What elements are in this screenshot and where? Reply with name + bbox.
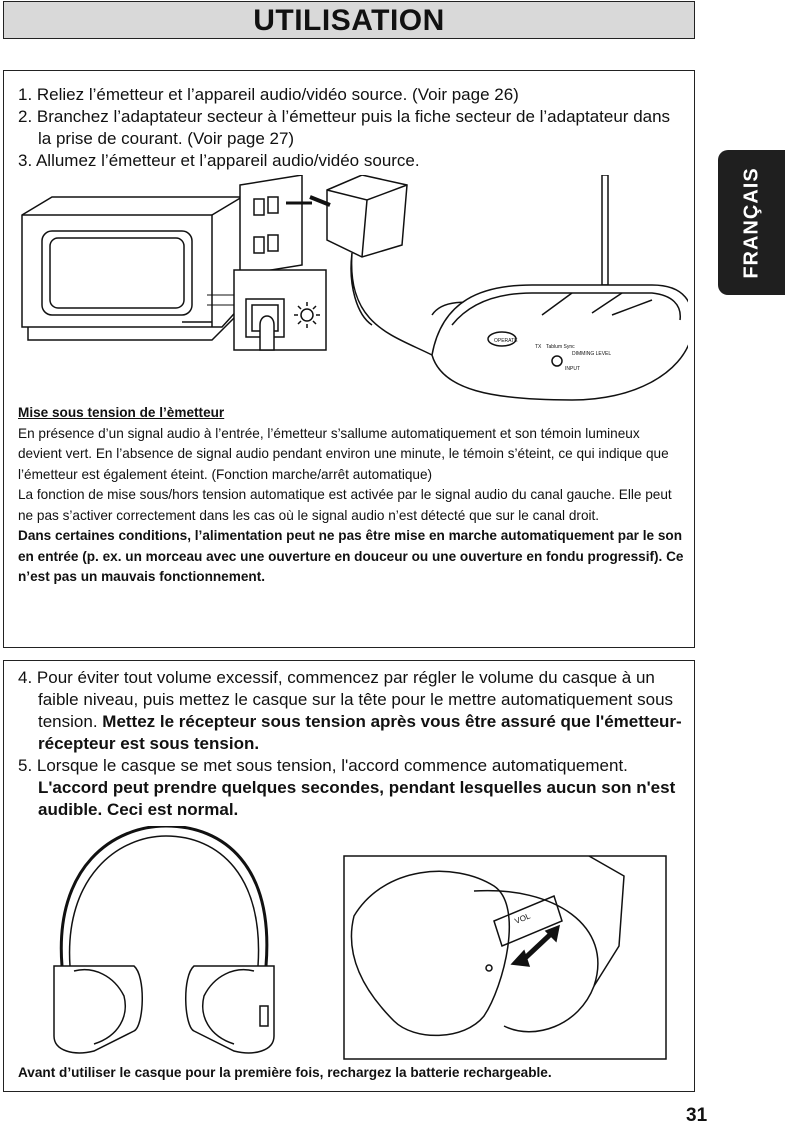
setup-steps [18,84,678,172]
input-label: INPUT [565,366,580,372]
language-tab [718,150,785,295]
page-number: 31 [686,1105,708,1126]
step-4-bold: Mettez le récepteur sous tension après vous être assuré que l'émetteur-récepteur est sous tension. [38,712,682,753]
transmitter-connection-illustration [12,175,688,405]
step-4-text: 4. Pour éviter tout volume excessif, commencez par régler le volume du casque à un faible niveau, puis mettez le casque sur la tête pour le mettre automatiquement sous tension. [18,668,674,731]
note-heading: Mise sous tension de l’èmetteur [18,405,225,420]
transmitter-drawing [432,175,688,400]
step-4 [18,667,690,755]
step-5-bold: L'accord peut prendre quelques secondes, pendant lesquelles aucun son n'est audible. Ceci est normal. [38,778,676,819]
headphone-illustration [34,826,674,1061]
headphones-drawing [54,826,274,1053]
note-paragraph-1: En présence d’un signal audio à l’entrée, l’émetteur s’sallume automatiquement et son témoin lumineux devient vert. En l’absence de signal audio pendant environ une minute, le témoin s’éteint, ce qui indique que l’émetteur est également éteint. (Fonction marche/arrêt automatique) [18,425,669,482]
note-warning: Dans certaines conditions, l’alimentation peut ne pas être mise en marche automatiquement par le son en entrée (p. ex. un morceau avec une ouverture en douceur ou une ouverture en fondu progressif). Ce n’est pas un mauvais fonctionnement. [18,528,684,584]
tx-label: TX [535,344,542,350]
step-3: 3. Allumez l’émetteur et l’appareil audio/vidéo source. [18,151,420,170]
note-paragraph-2: La fonction de mise sous/hors tension automatique est activée par le signal audio du canal gauche. Elle peut ne pas s’activer correctement dans les cas où le signal audio n’est détecté que sur le canal droit. [18,487,672,523]
step-2: 2. Branchez l’adaptateur secteur à l’émetteur puis la fiche secteur de l’adaptateur dans la prise de courant. (Voir page 27) [18,107,671,148]
headphone-steps [18,667,690,821]
language-tab-label: FRANÇAIS [740,166,762,279]
sync-label: Tablum Sync [546,344,575,350]
page-title: UTILISATION [3,1,695,39]
volume-closeup-inset [344,856,666,1059]
wall-outlet-drawing [240,175,312,275]
setup-section [3,70,695,648]
dimming-level-label: DIMMING LEVEL [572,351,612,357]
step-5 [18,755,690,821]
step-5-text: 5. Lorsque le casque se met sous tension, l'accord commence automatiquement. [18,756,628,775]
power-on-note [18,403,686,588]
charge-battery-note: Avant d’utiliser le casque pour la première fois, rechargez la batterie rechargeable. [18,1065,552,1080]
step-1: 1. Reliez l’émetteur et l’appareil audio/vidéo source. (Voir page 26) [18,85,519,104]
operate-label: OPERATE [494,338,518,344]
headphone-section [3,660,695,1092]
vol-label: VOL [513,911,532,926]
television-drawing [22,197,242,340]
